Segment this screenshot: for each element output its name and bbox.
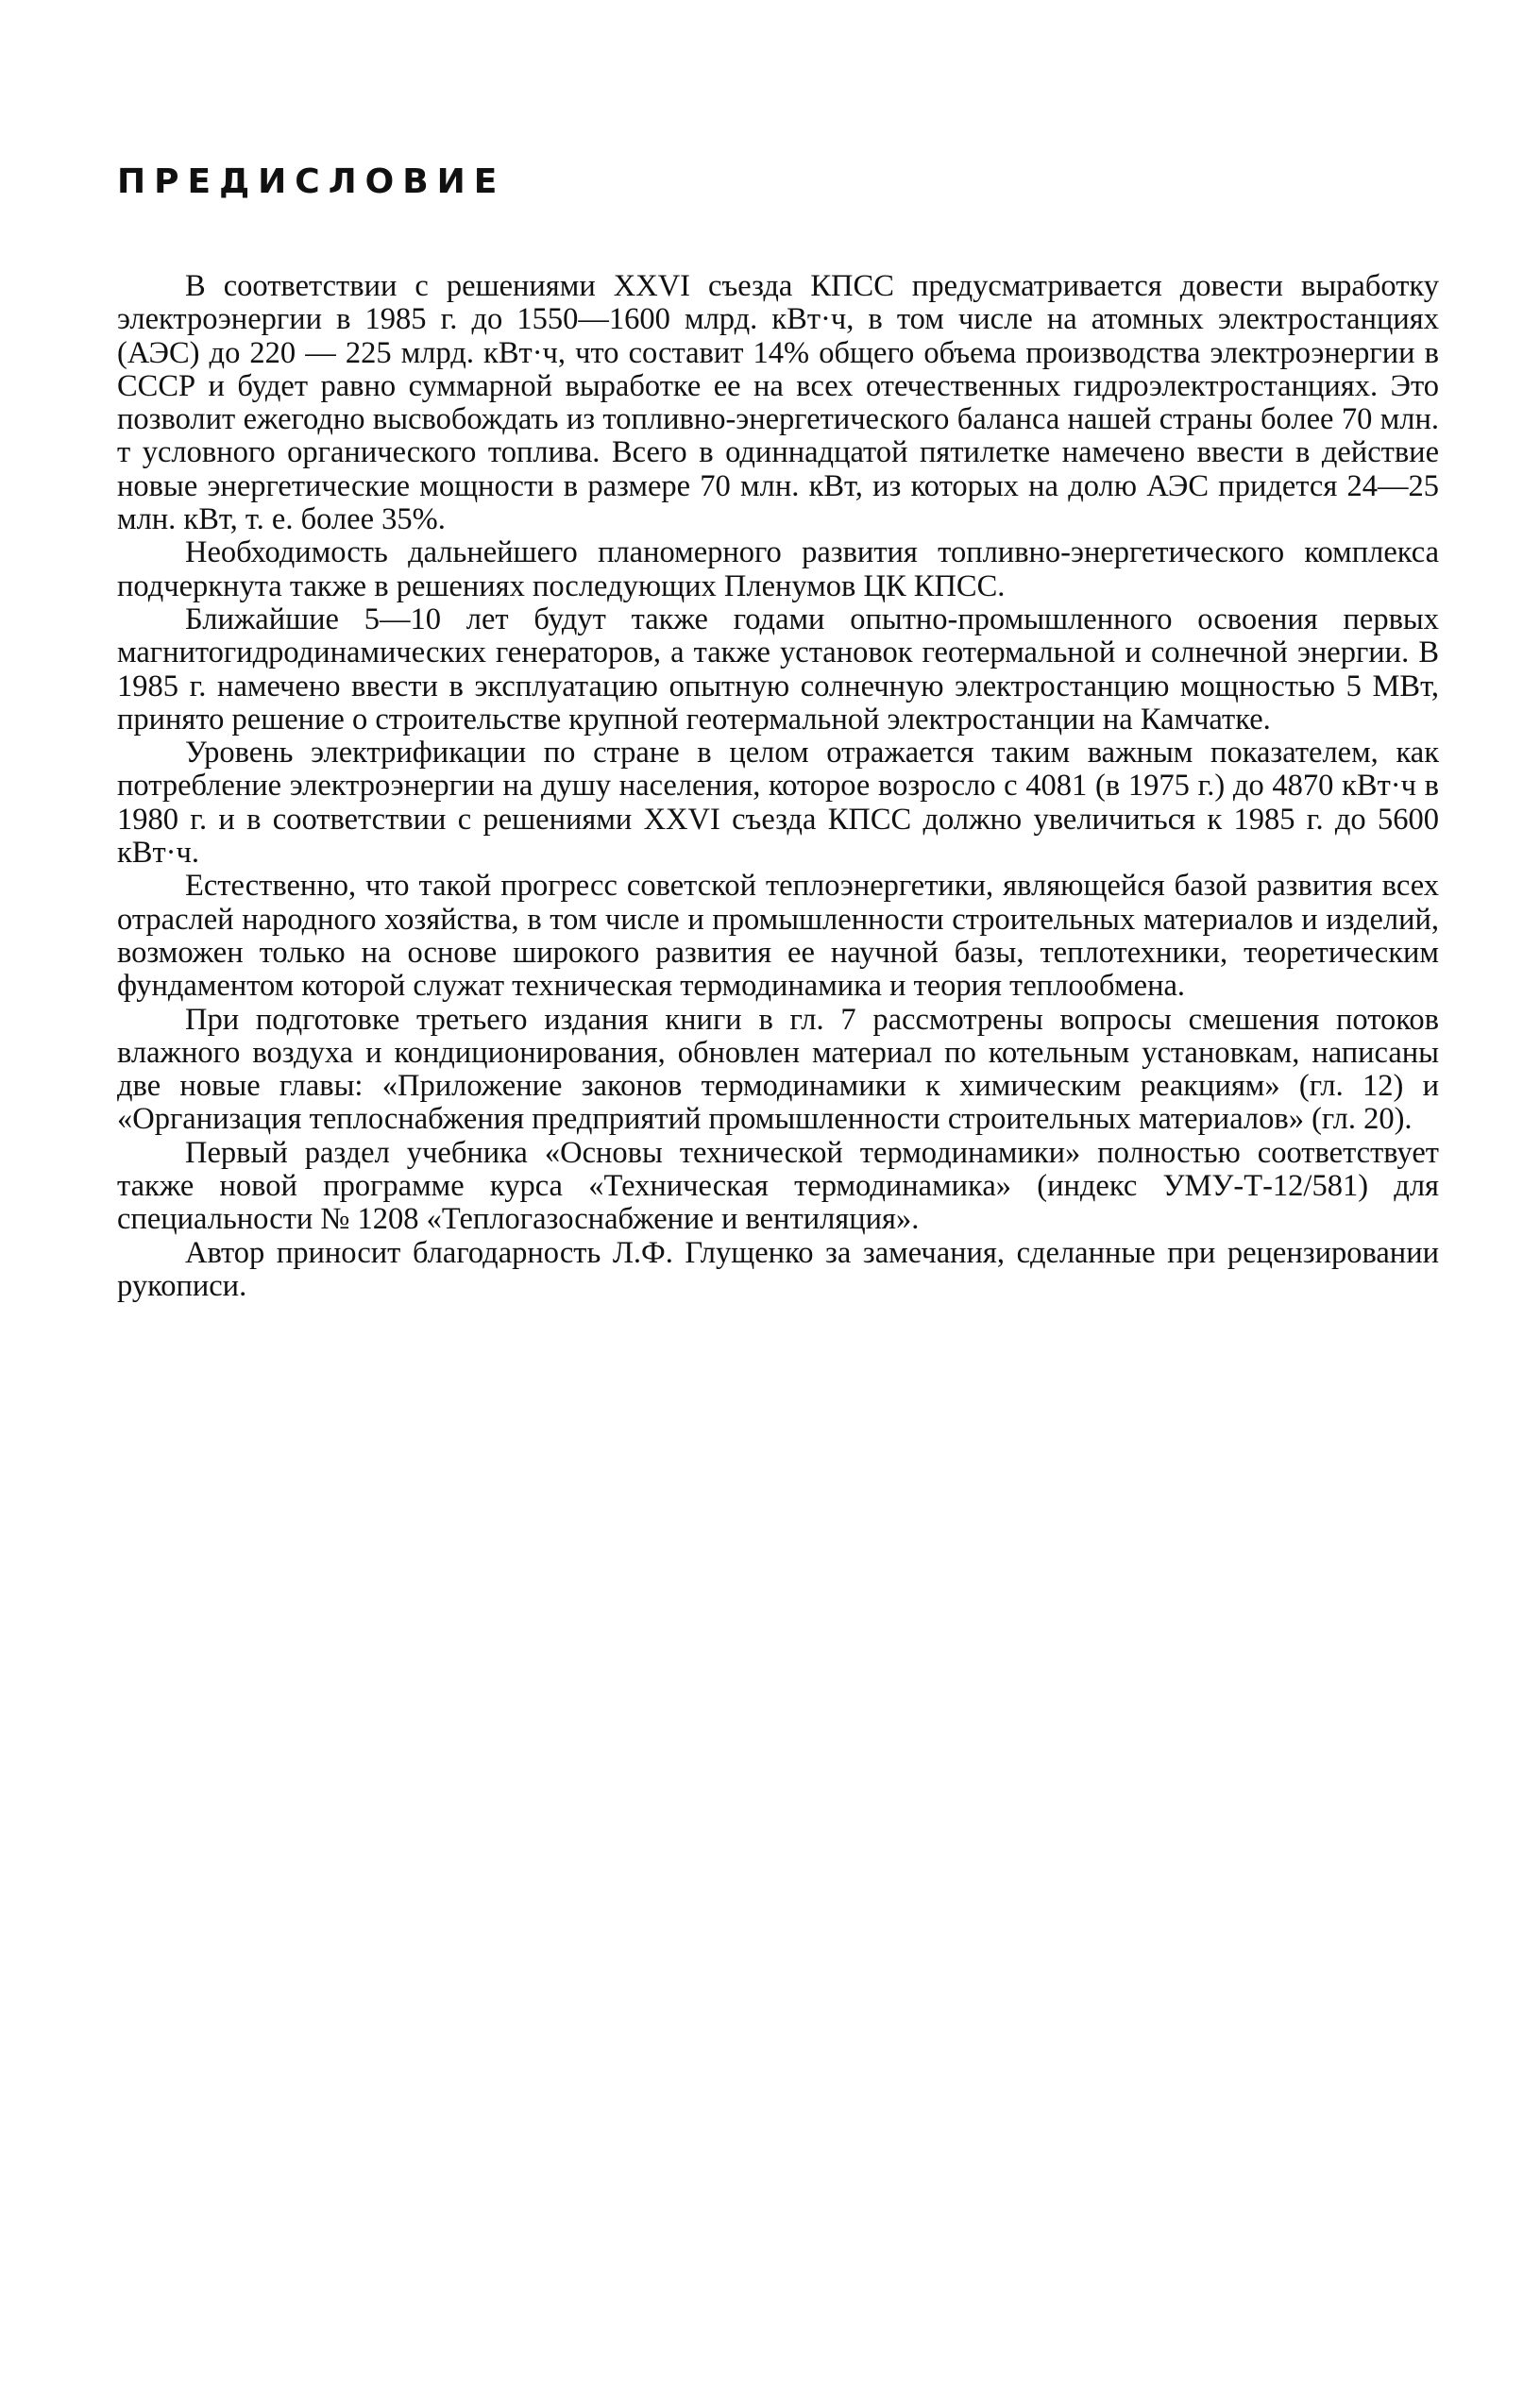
paragraph: Автор приносит благодарность Л.Ф. Глущенко за замечания, сделанные при рецензировании рукописи. [117, 1235, 1439, 1303]
paragraph: Уровень электрификации по стране в целом отражается таким важным показателем, как потребление электроэнергии на душу населения, которое возросло с 4081 (в 1975 г.) до 4870 кВт·ч в 1980 г. и в соответствии с решениями XXVI съезда КПСС должно увеличиться к 1985 г. до 5600 кВт·ч. [117, 736, 1439, 871]
paragraph: Естественно, что такой прогресс советской теплоэнергетики, являющейся базой развития всех отраслей народного хозяйства, в том числе и промышленности строительных материалов и изделий, возможен только на основе широкого развития ее научной базы, теплотехники, теоретическим фундаментом которой служат техническая термодинамика и теория теплообмена. [117, 869, 1439, 1004]
preface-body [117, 270, 1439, 1303]
paragraph: Необходимость дальнейшего планомерного развития топливно-энергетического комплекса подчеркнута также в решениях последующих Пленумов ЦК КПСС. [117, 535, 1439, 603]
page-title: ПРЕДИСЛОВИЕ [117, 162, 506, 201]
paragraph: Ближайшие 5—10 лет будут также годами опытно-промышленного освоения первых магнитогидродинамических генераторов, а также установок геотермальной и солнечной энергии. В 1985 г. намечено ввести в эксплуатацию опытную солнечную электростанцию мощностью 5 МВт, принято решение о строительстве крупной геотермальной электростанции на Камчатке. [117, 601, 1439, 737]
paragraph: В соответствии с решениями XXVI съезда КПСС предусматривается довести выработку электроэнергии в 1985 г. до 1550—1600 млрд. кВт·ч, в том числе на атомных электростанциях (АЭС) до 220 — 225 млрд. кВт·ч, что составит 14% общего объема производства электроэнергии в СССР и будет равно суммарной выработке ее на всех отечественных гидроэлектростанциях. Это позволит ежегодно высвобождать из топливно-энергетического баланса нашей страны более 70 млн. т условного органического топлива. Всего в одиннадцатой пятилетке намечено ввести в действие новые энергетические мощности в размере 70 млн. кВт, из которых на долю АЭС придется 24—25 млн. кВт, т. е. более 35%. [117, 269, 1439, 537]
paragraph: Первый раздел учебника «Основы технической термодинамики» полностью соответствует также новой программе курса «Техническая термодинамика» (индекс УМУ-Т-12/581) для специальности № 1208 «Теплогазоснабжение и вентиляция». [117, 1135, 1439, 1237]
paragraph: При подготовке третьего издания книги в гл. 7 рассмотрены вопросы смешения потоков влажного воздуха и кондиционирования, обновлен материал по котельным установкам, написаны две новые главы: «Приложение законов термодинамики к химическим реакциям» (гл. 12) и «Организация теплоснабжения предприятий промышленности строительных материалов» (гл. 20). [117, 1002, 1439, 1137]
